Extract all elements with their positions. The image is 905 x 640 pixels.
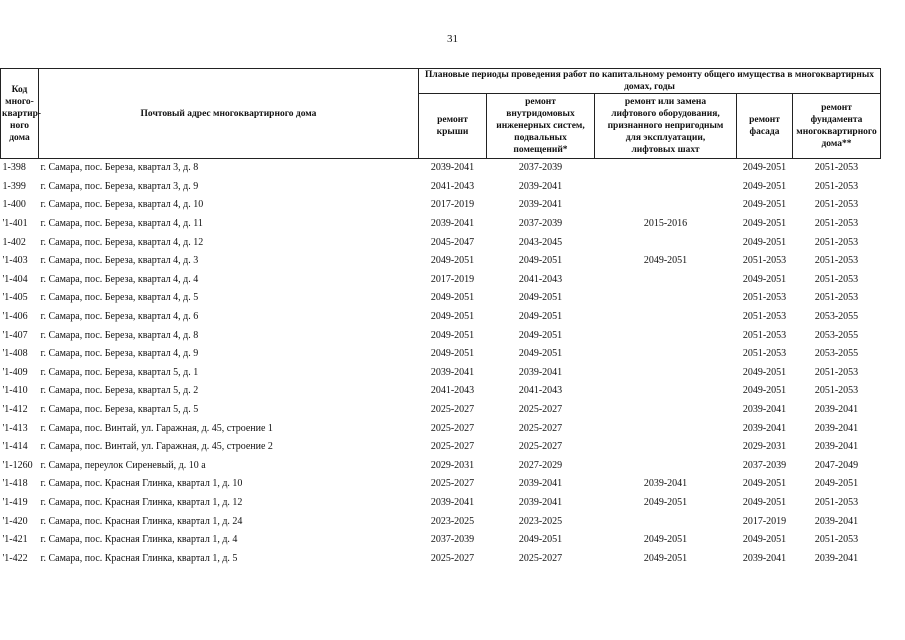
cell-facade: 2049-2051 (742, 199, 787, 211)
cell-elevator: 2039-2041 (643, 478, 688, 490)
cell-address: г. Самара, пос. Береза, квартал 4, д. 11 (40, 218, 203, 230)
cell-facade: 2049-2051 (742, 273, 787, 285)
cell-foundation: 2049-2051 (814, 478, 859, 490)
cell-code: '1-405 (2, 292, 28, 304)
cell-foundation: 2051-2053 (814, 534, 859, 546)
header-code: Код много- квартир- ного дома (1, 69, 39, 159)
cell-foundation: 2051-2053 (814, 255, 859, 267)
cell-code: '1-419 (2, 496, 28, 508)
cell-engineering: 2041-2043 (518, 385, 563, 397)
cell-address: г. Самара, пос. Береза, квартал 4, д. 5 (40, 292, 199, 304)
cell-address: г. Самара, пос. Красная Глинка, квартал 1, д. 5 (40, 552, 238, 564)
cell-elevator (595, 401, 737, 420)
cell-foundation: 2051-2053 (814, 385, 859, 397)
cell-address: г. Самара, пос. Береза, квартал 4, д. 9 (40, 348, 199, 360)
cell-engineering: 2039-2041 (518, 199, 563, 211)
cell-code: '1-403 (2, 255, 28, 267)
cell-roof: 2023-2025 (430, 515, 475, 527)
table-row (1, 438, 881, 457)
cell-roof: 2017-2019 (430, 273, 475, 285)
cell-engineering: 2049-2051 (518, 348, 563, 360)
cell-elevator: 2049-2051 (643, 534, 688, 546)
cell-engineering: 2049-2051 (518, 311, 563, 323)
cell-foundation: 2051-2053 (814, 180, 859, 192)
cell-foundation: 2039-2041 (814, 404, 859, 416)
cell-engineering: 2025-2027 (518, 552, 563, 564)
cell-address: г. Самара, пос. Береза, квартал 3, д. 8 (40, 162, 199, 174)
cell-roof: 2049-2051 (430, 329, 475, 341)
cell-code: '1-418 (2, 478, 28, 490)
cell-facade: 2051-2053 (742, 255, 787, 267)
cell-roof: 2049-2051 (430, 255, 475, 267)
cell-facade: 2051-2053 (742, 348, 787, 360)
cell-facade: 2049-2051 (742, 366, 787, 378)
cell-roof: 2041-2043 (430, 385, 475, 397)
cell-roof: 2041-2043 (430, 180, 475, 192)
cell-facade: 2049-2051 (742, 162, 787, 174)
cell-facade: 2051-2053 (742, 311, 787, 323)
cell-roof: 2049-2051 (430, 348, 475, 360)
table-row (1, 289, 881, 308)
cell-facade: 2039-2041 (742, 552, 787, 564)
table-row (1, 475, 881, 494)
cell-engineering: 2039-2041 (518, 478, 563, 490)
cell-elevator (595, 457, 737, 476)
table-row (1, 252, 881, 271)
cell-facade: 2039-2041 (742, 422, 787, 434)
cell-roof: 2017-2019 (430, 199, 475, 211)
cell-elevator (595, 512, 737, 531)
cell-code: '1-422 (2, 552, 28, 564)
cell-foundation: 2039-2041 (814, 515, 859, 527)
cell-facade: 2049-2051 (742, 534, 787, 546)
cell-facade: 2049-2051 (742, 236, 787, 248)
table-row (1, 345, 881, 364)
cell-code: '1-413 (2, 422, 28, 434)
cell-roof: 2025-2027 (430, 441, 475, 453)
table-row (1, 215, 881, 234)
cell-elevator (595, 382, 737, 401)
cell-elevator (595, 159, 737, 178)
cell-elevator (595, 271, 737, 290)
cell-foundation: 2051-2053 (814, 496, 859, 508)
cell-roof: 2025-2027 (430, 422, 475, 434)
cell-roof: 2037-2039 (430, 534, 475, 546)
table-row (1, 382, 881, 401)
table-row (1, 549, 881, 568)
cell-facade: 2051-2053 (742, 329, 787, 341)
cell-code: '1-1260 (2, 459, 33, 471)
cell-engineering: 2049-2051 (518, 255, 563, 267)
header-foundation: ремонт фундамента многоквартирного дома** (793, 94, 881, 159)
cell-code: 1-398 (2, 162, 26, 174)
cell-foundation: 2051-2053 (814, 199, 859, 211)
cell-engineering: 2049-2051 (518, 329, 563, 341)
cell-address: г. Самара, пос. Красная Глинка, квартал 1, д. 12 (40, 496, 243, 508)
cell-engineering: 2039-2041 (518, 496, 563, 508)
cell-elevator (595, 178, 737, 197)
cell-foundation: 2051-2053 (814, 366, 859, 378)
cell-roof: 2039-2041 (430, 496, 475, 508)
cell-facade: 2049-2051 (742, 478, 787, 490)
cell-address: г. Самара, пос. Береза, квартал 3, д. 9 (40, 180, 199, 192)
cell-elevator (595, 233, 737, 252)
cell-elevator (595, 345, 737, 364)
table-row (1, 457, 881, 476)
cell-code: '1-412 (2, 404, 28, 416)
cell-address: г. Самара, пос. Береза, квартал 5, д. 1 (40, 366, 199, 378)
header-address: Почтовый адрес многоквартирного дома (39, 69, 419, 159)
cell-engineering: 2049-2051 (518, 292, 563, 304)
cell-foundation: 2051-2053 (814, 236, 859, 248)
cell-roof: 2025-2027 (430, 478, 475, 490)
header-roof: ремонт крыши (419, 94, 487, 159)
cell-roof: 2025-2027 (430, 552, 475, 564)
cell-roof: 2029-2031 (430, 459, 475, 471)
cell-facade: 2049-2051 (742, 180, 787, 192)
cell-code: 1-399 (2, 180, 26, 192)
cell-address: г. Самара, пос. Береза, квартал 4, д. 12 (40, 236, 204, 248)
cell-elevator (595, 289, 737, 308)
cell-code: '1-420 (2, 515, 28, 527)
cell-address: г. Самара, переулок Сиреневый, д. 10 а (40, 459, 206, 471)
cell-foundation: 2051-2053 (814, 273, 859, 285)
cell-elevator (595, 438, 737, 457)
cell-engineering: 2037-2039 (518, 218, 563, 230)
table-row (1, 196, 881, 215)
cell-engineering: 2039-2041 (518, 366, 563, 378)
cell-elevator (595, 364, 737, 383)
cell-facade: 2039-2041 (742, 404, 787, 416)
table-body (1, 159, 881, 569)
header-group: Плановые периоды проведения работ по капитальному ремонту общего имущества в многоквартирных домах, годы (419, 69, 881, 94)
cell-elevator (595, 326, 737, 345)
table-row (1, 531, 881, 550)
cell-elevator: 2049-2051 (643, 255, 688, 267)
cell-engineering: 2043-2045 (518, 236, 563, 248)
table-row (1, 159, 881, 178)
cell-foundation: 2039-2041 (814, 422, 859, 434)
cell-facade: 2049-2051 (742, 218, 787, 230)
cell-foundation: 2053-2055 (814, 329, 859, 341)
cell-address: г. Самара, пос. Красная Глинка, квартал 1, д. 10 (40, 478, 243, 490)
cell-address: г. Самара, пос. Береза, квартал 4, д. 3 (40, 255, 199, 267)
cell-address: г. Самара, пос. Береза, квартал 4, д. 4 (40, 273, 199, 285)
cell-code: 1-400 (2, 199, 26, 211)
cell-elevator: 2015-2016 (643, 218, 688, 230)
cell-engineering: 2037-2039 (518, 162, 563, 174)
cell-address: г. Самара, пос. Красная Глинка, квартал 1, д. 4 (40, 534, 238, 546)
table-row (1, 308, 881, 327)
table-row (1, 401, 881, 420)
cell-code: '1-401 (2, 218, 28, 230)
cell-engineering: 2025-2027 (518, 441, 563, 453)
cell-engineering: 2023-2025 (518, 515, 563, 527)
table-row (1, 233, 881, 252)
cell-engineering: 2041-2043 (518, 273, 563, 285)
cell-address: г. Самара, пос. Береза, квартал 4, д. 6 (40, 311, 199, 323)
cell-engineering: 2027-2029 (518, 459, 563, 471)
header-engineering: ремонт внутридомовых инженерных систем, подвальных помещений* (487, 94, 595, 159)
cell-address: г. Самара, пос. Береза, квартал 5, д. 2 (40, 385, 199, 397)
table-row (1, 326, 881, 345)
cell-facade: 2051-2053 (742, 292, 787, 304)
cell-facade: 2049-2051 (742, 496, 787, 508)
cell-roof: 2045-2047 (430, 236, 475, 248)
table-row (1, 178, 881, 197)
cell-elevator (595, 196, 737, 215)
cell-engineering: 2025-2027 (518, 404, 563, 416)
cell-code: '1-421 (2, 534, 28, 546)
table-row (1, 494, 881, 513)
cell-elevator: 2049-2051 (643, 552, 688, 564)
cell-foundation: 2053-2055 (814, 311, 859, 323)
cell-code: '1-410 (2, 385, 28, 397)
cell-address: г. Самара, пос. Береза, квартал 4, д. 10 (40, 199, 204, 211)
cell-facade: 2037-2039 (742, 459, 787, 471)
cell-engineering: 2039-2041 (518, 180, 563, 192)
cell-code: '1-406 (2, 311, 28, 323)
cell-facade: 2049-2051 (742, 385, 787, 397)
cell-foundation: 2047-2049 (814, 459, 859, 471)
cell-engineering: 2025-2027 (518, 422, 563, 434)
cell-facade: 2029-2031 (742, 441, 787, 453)
cell-roof: 2049-2051 (430, 292, 475, 304)
cell-address: г. Самара, пос. Береза, квартал 4, д. 8 (40, 329, 199, 341)
cell-roof: 2049-2051 (430, 311, 475, 323)
cell-address: г. Самара, пос. Береза, квартал 5, д. 5 (40, 404, 199, 416)
cell-engineering: 2049-2051 (518, 534, 563, 546)
table-row (1, 271, 881, 290)
cell-code: '1-404 (2, 273, 28, 285)
cell-code: '1-414 (2, 441, 28, 453)
cell-elevator: 2049-2051 (643, 496, 688, 508)
cell-elevator (595, 419, 737, 438)
cell-elevator (595, 308, 737, 327)
cell-roof: 2039-2041 (430, 218, 475, 230)
cell-roof: 2025-2027 (430, 404, 475, 416)
header-elevator: ремонт или замена лифтового оборудования, признанного непригодным для эксплуатации, лифтовых шахт (595, 94, 737, 159)
table-row (1, 512, 881, 531)
cell-foundation: 2053-2055 (814, 348, 859, 360)
cell-foundation: 2039-2041 (814, 552, 859, 564)
cell-address: г. Самара, пос. Красная Глинка, квартал 1, д. 24 (40, 515, 243, 527)
header-facade: ремонт фасада (737, 94, 793, 159)
cell-foundation: 2051-2053 (814, 218, 859, 230)
cell-foundation: 2051-2053 (814, 162, 859, 174)
cell-code: '1-407 (2, 329, 28, 341)
table-row (1, 364, 881, 383)
cell-code: 1-402 (2, 236, 26, 248)
cell-code: '1-408 (2, 348, 28, 360)
cell-roof: 2039-2041 (430, 162, 475, 174)
table-row (1, 419, 881, 438)
cell-address: г. Самара, пос. Винтай, ул. Гаражная, д. 45, строение 1 (40, 422, 273, 434)
page-number: 31 (447, 33, 458, 45)
cell-roof: 2039-2041 (430, 366, 475, 378)
cell-address: г. Самара, пос. Винтай, ул. Гаражная, д. 45, строение 2 (40, 441, 273, 453)
cell-foundation: 2051-2053 (814, 292, 859, 304)
cell-foundation: 2039-2041 (814, 441, 859, 453)
cell-facade: 2017-2019 (742, 515, 787, 527)
capital-repair-table (0, 68, 881, 568)
cell-code: '1-409 (2, 366, 28, 378)
